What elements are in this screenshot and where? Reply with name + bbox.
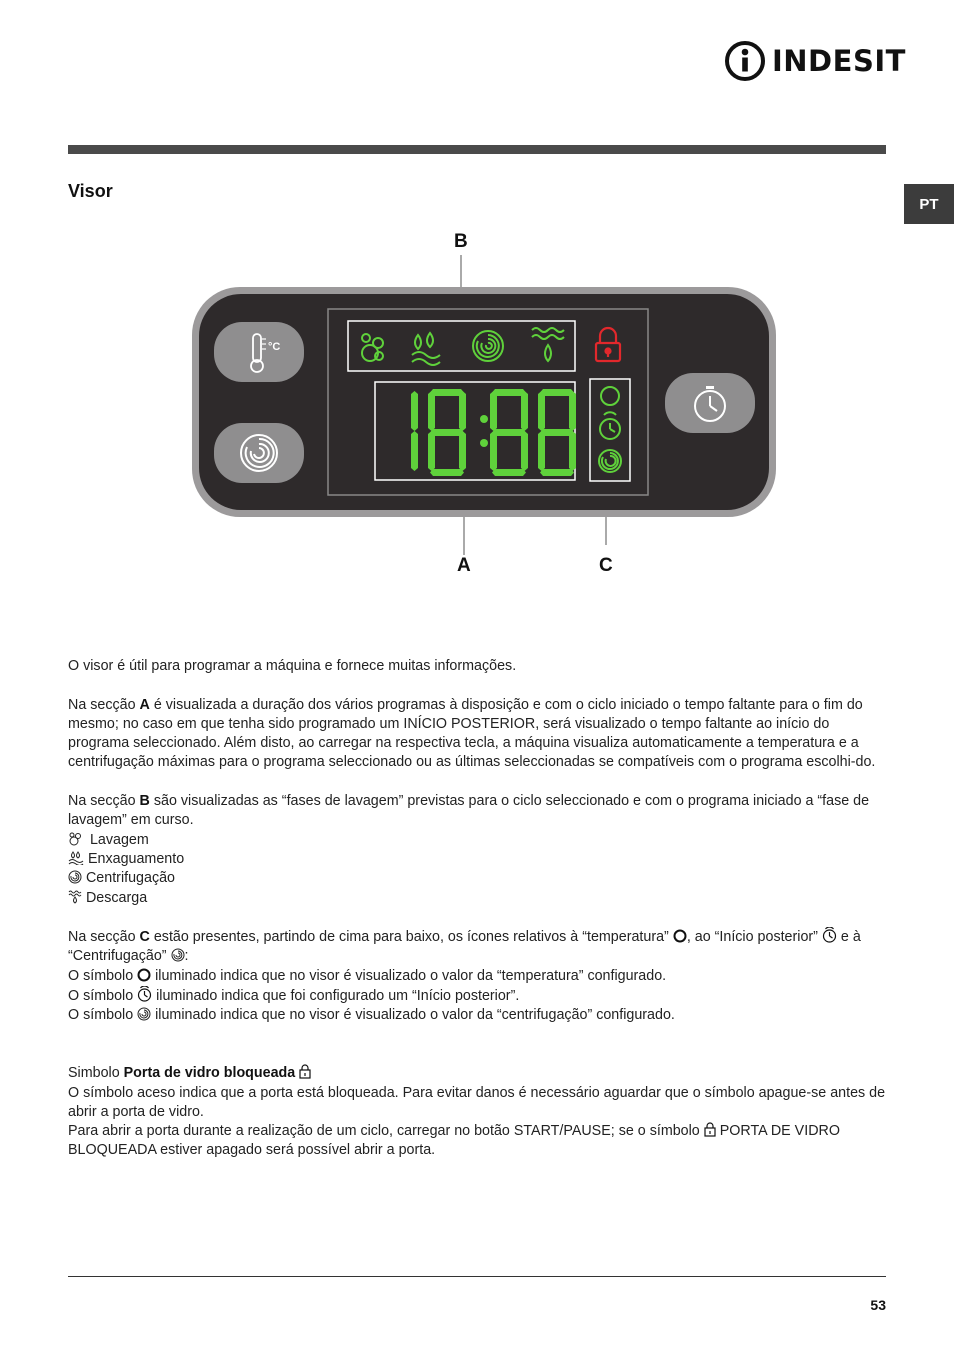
display-segment [428,391,435,431]
display-segment [411,391,418,431]
lock-paragraph-1: O símbolo aceso indica que a porta está bloqueada. Para evitar danos é necessário aguardar que o símbolo apague-se antes de abrir a porta de vidro. [68,1084,886,1120]
phase-spin-item: Centrifugação [68,869,886,888]
temp-unit-label: °C [268,341,281,353]
brand-name: INDESIT [772,44,906,78]
display-segment [430,429,464,436]
indesit-logo [724,40,906,82]
display-segment [411,431,418,471]
display-segment [538,431,545,471]
display-segment [490,391,497,431]
bottom-rule [68,1276,886,1277]
spin-small-icon [68,870,82,884]
display-segment [459,431,466,471]
body-text [68,657,886,1161]
spin-small-icon-3 [137,1007,151,1021]
display-colon-dot [480,415,488,423]
lock-small-icon-2 [704,1122,716,1137]
display-segment [459,391,466,431]
drain-small-icon [68,890,82,904]
temp-circle-small-icon-2 [137,968,151,982]
display-segment [521,391,528,431]
wash-small-icon [68,832,82,846]
section-c-paragraph: Na secção C estão presentes, partindo de cima para baixo, os ícones relativos à “temperatura” , ao “Início posterior” e à “Centrifugação” : [68,929,861,965]
symbol-delay-line: O símbolo iluminado indica que foi configurado um “Início posterior”. [68,988,520,1005]
section-b-paragraph: Na secção B são visualizadas as “fases de lavagem” previstas para o ciclo seleccionado e com o programa iniciado a “fase de lavagem” em curso. [68,793,870,829]
indesit-logo-icon [724,40,766,82]
display-diagram [190,225,790,585]
display-segment [492,389,526,396]
delay-small-icon [822,927,837,943]
display-segment [430,389,464,396]
display-segment [492,469,526,476]
display-segment [428,431,435,471]
display-digits-value: 18:88 [190,225,193,226]
display-colon-dot [480,439,488,447]
phase-drain-item: Descarga [68,889,886,908]
page-number: 53 [870,1297,886,1313]
spin-small-icon-2 [171,948,185,962]
lock-paragraph-2: Para abrir a porta durante a realização de um ciclo, carregar no botão START/PAUSE; se o símbolo PORTA DE VIDRO BLOQUEADA estiver apagado será possível abrir a porta. [68,1123,840,1159]
section-title: Visor [68,181,113,201]
label-a: A [457,555,471,576]
display-segment [540,469,574,476]
display-segment [492,429,526,436]
symbol-temp-line: O símbolo iluminado indica que no visor é visualizado o valor da “temperatura” configurado. [68,967,667,984]
delay-small-icon-2 [137,986,152,1002]
rinse-small-icon [68,851,84,865]
display-segment [569,391,576,431]
temp-circle-small-icon [673,929,687,943]
display-segment [490,431,497,471]
display-segment [430,469,464,476]
delay-start-button[interactable] [665,373,755,433]
phase-wash-item: Lavagem [68,831,886,850]
intro-paragraph: O visor é útil para programar a máquina e fornece muitas informações. [68,658,517,674]
display-segment [521,431,528,471]
language-tab: PT [904,184,954,224]
label-c: C [599,555,613,576]
display-segment [538,391,545,431]
phase-rinse-item: Enxaguamento [68,850,886,869]
section-a-paragraph: Na secção A é visualizada a duração dos vários programas à disposição e com o ciclo iniciado o tempo faltante para o fim do mesmo; no caso em que tenha sido programado um INÍCIO POSTERIOR, será visualizado o tempo faltante ao início do programa seleccionado. Além disto, ao carregar na respectiva tecla, a máquina visualiza automaticamente a temperatura e a centrifugação máximas para o programa seleccionado ou as últimas seleccionadas se compatíveis com o programa escolhi-do. [68,696,876,771]
symbol-spin-line: O símbolo iluminado indica que no visor é visualizado o valor da “centrifugação” configurado. [68,1007,675,1024]
display-segment [540,389,574,396]
lock-heading: Simbolo Porta de vidro bloqueada [68,1064,886,1083]
label-b: B [454,231,468,252]
display-segment [540,429,574,436]
top-rule [68,145,886,154]
display-segment [569,431,576,471]
spin-button[interactable] [214,423,304,483]
lock-small-icon [299,1064,311,1079]
temperature-button[interactable] [214,322,304,382]
